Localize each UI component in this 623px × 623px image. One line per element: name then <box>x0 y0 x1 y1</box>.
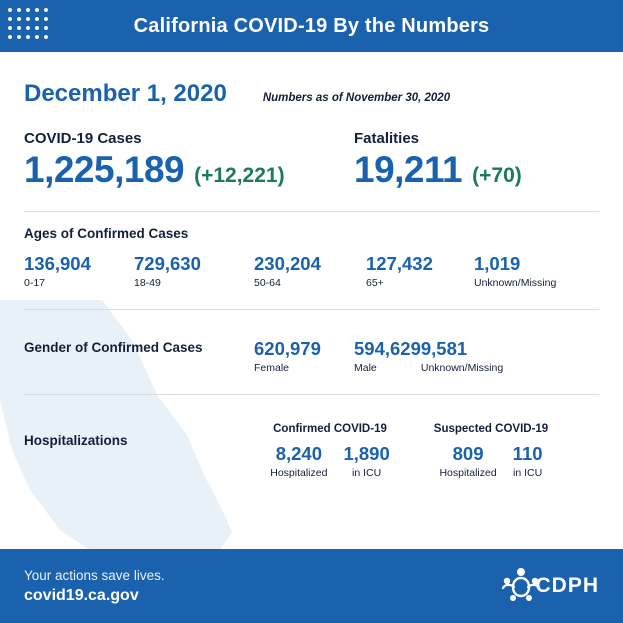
gender-value-female: 620,979 <box>254 338 321 359</box>
hospitalizations-section <box>24 395 599 479</box>
age-label-50-64: 50-64 <box>254 277 281 289</box>
hosp-suspected-hospitalized-label: Hospitalized <box>439 467 497 479</box>
date-row <box>24 52 599 108</box>
footer-text-block <box>24 568 165 605</box>
age-label-18-49: 18-49 <box>134 277 161 289</box>
ages-title: Ages of Confirmed Cases <box>24 226 189 241</box>
total-fatalities-value: 19,211 <box>354 149 463 190</box>
gender-value-unknown: 9,581 <box>420 338 468 359</box>
total-fatalities-label: Fatalities <box>354 130 420 147</box>
hosp-confirmed-hospitalized-value: 8,240 <box>275 443 322 464</box>
hosp-suspected-icu-label: in ICU <box>513 467 543 479</box>
hosp-confirmed-hospitalized-label: Hospitalized <box>270 467 328 479</box>
total-fatalities-values <box>354 149 522 191</box>
cdph-logo <box>499 564 599 608</box>
age-value-18-49: 729,630 <box>134 253 201 274</box>
footer-tagline: Your actions save lives. <box>24 567 165 583</box>
ages-section <box>24 212 599 289</box>
gender-stats-row <box>24 338 599 374</box>
age-stat-unknown <box>474 253 556 289</box>
hosp-group-suspected <box>406 423 576 479</box>
gender-label-male: Male <box>354 362 377 374</box>
ages-stats-row <box>24 253 599 289</box>
total-cases-values <box>24 149 354 191</box>
gender-label-female: Female <box>254 362 290 374</box>
hosp-confirmed-heading: Confirmed COVID-19 <box>273 423 387 435</box>
gender-title: Gender of Confirmed Cases <box>24 340 203 355</box>
hosp-suspected-hospitalized-value: 809 <box>452 443 484 464</box>
age-value-unknown: 1,019 <box>474 253 521 274</box>
total-cases-delta: (+12,221) <box>194 164 285 187</box>
age-value-0-17: 136,904 <box>24 253 91 274</box>
totals-row <box>24 130 599 191</box>
gender-stat-female <box>254 338 354 374</box>
total-fatalities-delta: (+70) <box>472 164 522 187</box>
gender-stat-male <box>354 338 421 374</box>
age-stat-18-49 <box>134 253 254 289</box>
hosp-suspected-values <box>406 443 576 479</box>
age-label-0-17: 0-17 <box>24 277 46 289</box>
age-value-65-plus: 127,432 <box>366 253 433 274</box>
age-stat-0-17 <box>24 253 134 289</box>
page-title: California COVID-19 By the Numbers <box>133 14 490 37</box>
gender-label-unknown: Unknown/Missing <box>420 362 504 374</box>
content-area <box>0 52 623 479</box>
hosp-confirmed-icu <box>335 443 397 479</box>
report-date: December 1, 2020 <box>24 80 227 107</box>
hospitalizations-columns <box>254 423 576 479</box>
age-stat-50-64 <box>254 253 366 289</box>
gender-section <box>24 310 599 374</box>
hosp-suspected-icu <box>505 443 551 479</box>
total-cases-value: 1,225,189 <box>24 149 185 190</box>
hosp-confirmed-values <box>254 443 406 479</box>
age-value-50-64: 230,204 <box>254 253 321 274</box>
hosp-suspected-icu-value: 110 <box>512 443 543 464</box>
footer-url[interactable]: covid19.ca.gov <box>24 586 139 604</box>
hosp-confirmed-hospitalized <box>262 443 335 479</box>
dot-pattern-decoration <box>8 8 53 44</box>
age-stat-65-plus <box>366 253 474 289</box>
hosp-group-confirmed <box>254 423 406 479</box>
as-of-note: Numbers as of November 30, 2020 <box>262 92 451 104</box>
header-bar <box>0 0 623 52</box>
age-label-unknown: Unknown/Missing <box>474 277 557 289</box>
total-fatalities-block <box>354 130 522 191</box>
hosp-confirmed-icu-label: in ICU <box>352 467 382 479</box>
hospitalizations-row <box>24 423 599 479</box>
hosp-suspected-hospitalized <box>431 443 504 479</box>
hospitalizations-title: Hospitalizations <box>24 433 128 448</box>
cdph-wordmark: CDPH <box>535 574 599 597</box>
hosp-suspected-heading: Suspected COVID-19 <box>433 423 549 435</box>
age-label-65-plus: 65+ <box>366 277 384 289</box>
gender-stat-unknown <box>421 338 503 374</box>
footer-bar <box>0 549 623 623</box>
total-cases-label: COVID-19 Cases <box>24 130 142 147</box>
gender-value-male: 594,629 <box>354 338 421 359</box>
hosp-confirmed-icu-value: 1,890 <box>343 443 390 464</box>
total-cases-block <box>24 130 354 191</box>
